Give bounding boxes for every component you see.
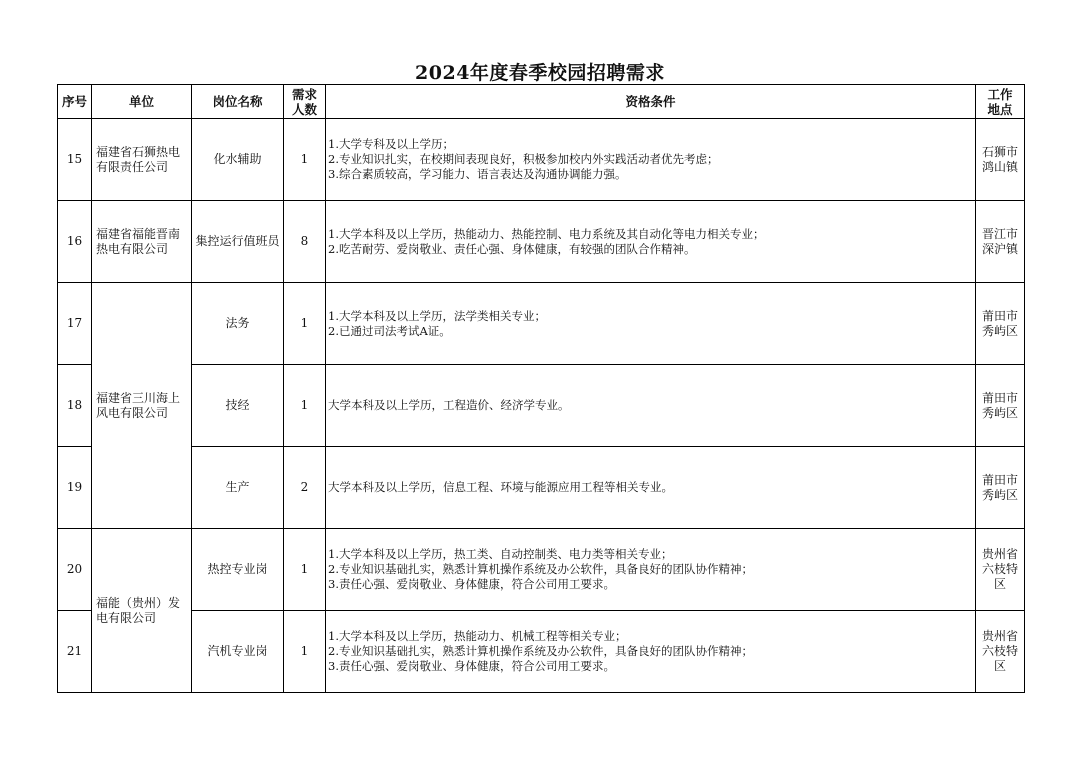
table-row bbox=[58, 611, 1025, 693]
cell-location: 石狮市鸿山镇 bbox=[976, 119, 1025, 201]
header-unit: 单位 bbox=[92, 85, 192, 119]
requirement-line: 大学本科及以上学历，信息工程、环境与能源应用工程等相关专业。 bbox=[328, 480, 673, 494]
requirement-line: 1.大学本科及以上学历，热能动力、机械工程等相关专业； bbox=[328, 629, 627, 643]
table-row bbox=[58, 447, 1025, 529]
cell-requirements bbox=[326, 365, 976, 447]
table-row bbox=[58, 529, 1025, 611]
requirement-line: 2.吃苦耐劳、爱岗敬业、责任心强、身体健康，有较强的团队合作精神。 bbox=[328, 241, 696, 256]
cell-count: 1 bbox=[284, 283, 326, 365]
table-header-row bbox=[58, 85, 1025, 119]
cell-position: 技经 bbox=[192, 365, 284, 447]
header-count-line1: 需求 bbox=[291, 86, 317, 102]
cell-location: 贵州省六枝特区 bbox=[976, 529, 1025, 611]
cell-requirements bbox=[326, 283, 976, 365]
requirement-line: 2.专业知识基础扎实，熟悉计算机操作系统及办公软件，具备良好的团队协作精神； bbox=[328, 644, 753, 658]
cell-seq: 16 bbox=[58, 201, 92, 283]
cell-count: 1 bbox=[284, 611, 326, 693]
cell-location: 莆田市秀屿区 bbox=[976, 365, 1025, 447]
cell-position: 汽机专业岗 bbox=[192, 611, 284, 693]
cell-seq: 19 bbox=[58, 447, 92, 529]
cell-count: 1 bbox=[284, 365, 326, 447]
cell-requirements bbox=[326, 611, 976, 693]
table-row bbox=[58, 283, 1025, 365]
cell-requirements bbox=[326, 447, 976, 529]
header-count-line2: 人数 bbox=[291, 101, 317, 117]
cell-position: 法务 bbox=[192, 283, 284, 365]
table-row bbox=[58, 201, 1025, 283]
cell-position: 化水辅助 bbox=[192, 119, 284, 201]
cell-unit: 福建省三川海上风电有限公司 bbox=[92, 283, 192, 529]
cell-seq: 18 bbox=[58, 365, 92, 447]
cell-seq: 21 bbox=[58, 611, 92, 693]
page-title: 2024年度春季校园招聘需求 bbox=[415, 62, 665, 84]
table-row bbox=[58, 119, 1025, 201]
header-count bbox=[284, 85, 326, 119]
cell-location: 莆田市秀屿区 bbox=[976, 447, 1025, 529]
cell-unit: 福建省石狮热电有限责任公司 bbox=[92, 119, 192, 201]
requirement-line: 1.大学本科及以上学历，热工类、自动控制类、电力类等相关专业； bbox=[328, 547, 673, 561]
requirement-line: 2.已通过司法考试A证。 bbox=[328, 323, 451, 338]
cell-count: 2 bbox=[284, 447, 326, 529]
recruitment-table bbox=[57, 84, 1025, 693]
requirement-line: 3.责任心强、爱岗敬业、身体健康，符合公司用工要求。 bbox=[328, 659, 615, 673]
cell-position: 热控专业岗 bbox=[192, 529, 284, 611]
header-location bbox=[976, 85, 1025, 119]
requirement-line: 1.大学专科及以上学历； bbox=[328, 137, 454, 151]
cell-location: 晋江市深沪镇 bbox=[976, 201, 1025, 283]
requirement-line: 1.大学本科及以上学历，热能动力、热能控制、电力系统及其自动化等电力相关专业； bbox=[328, 226, 765, 241]
header-location-line1: 工作 bbox=[987, 86, 1013, 102]
requirement-line: 3.责任心强、爱岗敬业、身体健康，符合公司用工要求。 bbox=[328, 577, 615, 591]
requirement-line: 2.专业知识基础扎实，熟悉计算机操作系统及办公软件，具备良好的团队协作精神； bbox=[328, 562, 753, 576]
requirement-line: 大学本科及以上学历，工程造价、经济学专业。 bbox=[328, 398, 570, 412]
cell-seq: 17 bbox=[58, 283, 92, 365]
cell-requirements bbox=[326, 529, 976, 611]
cell-count: 1 bbox=[284, 529, 326, 611]
header-location-line2: 地点 bbox=[987, 101, 1013, 117]
cell-location: 贵州省六枝特区 bbox=[976, 611, 1025, 693]
requirement-line: 2.专业知识扎实，在校期间表现良好，积极参加校内外实践活动者优先考虑； bbox=[328, 152, 719, 166]
header-seq: 序号 bbox=[58, 85, 92, 119]
requirement-line: 3.综合素质较高，学习能力、语言表达及沟通协调能力强。 bbox=[328, 167, 627, 181]
cell-location: 莆田市秀屿区 bbox=[976, 283, 1025, 365]
cell-count: 8 bbox=[284, 201, 326, 283]
table-row bbox=[58, 365, 1025, 447]
cell-requirements bbox=[326, 201, 976, 283]
requirement-line: 1.大学本科及以上学历，法学类相关专业； bbox=[328, 308, 546, 323]
cell-position: 集控运行值班员 bbox=[192, 201, 284, 283]
cell-count: 1 bbox=[284, 119, 326, 201]
cell-unit: 福能（贵州）发电有限公司 bbox=[92, 529, 192, 693]
header-requirements: 资格条件 bbox=[326, 85, 976, 119]
header-position: 岗位名称 bbox=[192, 85, 284, 119]
cell-position: 生产 bbox=[192, 447, 284, 529]
cell-requirements bbox=[326, 119, 976, 201]
cell-unit: 福建省福能晋南热电有限公司 bbox=[92, 201, 192, 283]
cell-seq: 15 bbox=[58, 119, 92, 201]
cell-seq: 20 bbox=[58, 529, 92, 611]
